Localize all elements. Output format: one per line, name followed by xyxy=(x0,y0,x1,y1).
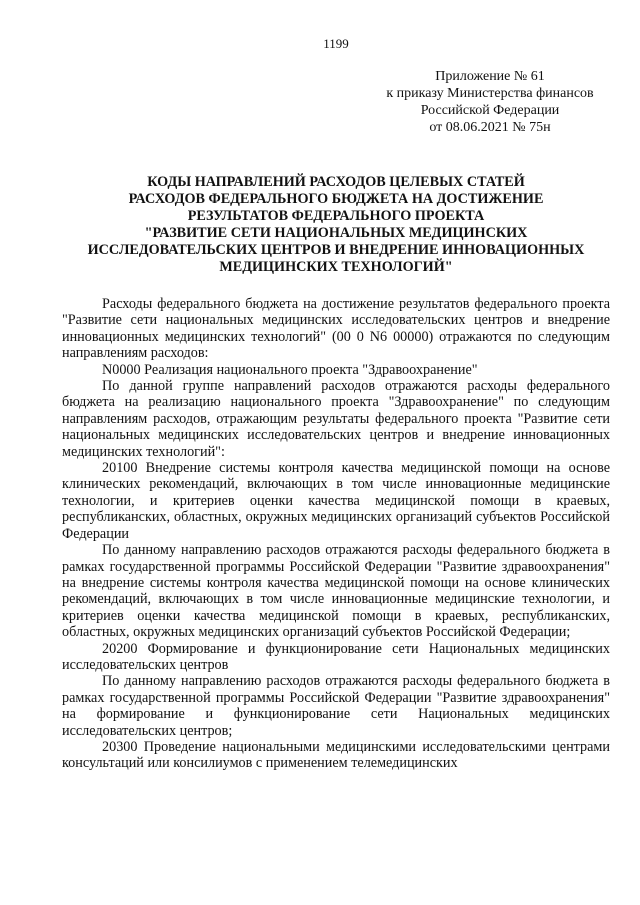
title-line-2: РАСХОДОВ ФЕДЕРАЛЬНОГО БЮДЖЕТА НА ДОСТИЖЕНИЕ xyxy=(128,191,544,207)
title-line-6: МЕДИЦИНСКИХ ТЕХНОЛОГИЙ" xyxy=(219,259,453,275)
paragraph-n0000-desc: По данной группе направлений расходов отражаются расходы федерального бюджета на реализацию национального проекта "Здравоохранение" по следующим направлениям расходов, отражающим результаты федерального проекта "Развитие сети национальных медицинских исследовательских центров и внедрение инновационных медицинских технологий": xyxy=(62,378,610,460)
appendix-line-3: Российской Федерации xyxy=(420,103,560,118)
paragraph-20100-desc: По данному направлению расходов отражаются расходы федерального бюджета в рамках государственной программы Российской Федерации "Развитие здравоохранения" на внедрение системы контроля качества медицинской помощи на основе клинических рекомендаций, включающих в том числе инновационные медицинские технологии, и критериев оценки качества медицинской помощи в краевых, республиканских, областных, окружных медицинских организаций субъектов Российской Федерации; xyxy=(62,542,610,641)
paragraph-code-20300: 20300 Проведение национальными медицинскими исследовательскими центрами консультаций или консилиумов с применением телемедицинских xyxy=(62,738,610,772)
paragraph-code-20200: 20200 Формирование и функционирование сети Национальных медицинских исследовательских центров xyxy=(62,640,610,673)
appendix-line-2: к приказу Министерства финансов xyxy=(386,86,594,101)
title-line-3: РЕЗУЛЬТАТОВ ФЕДЕРАЛЬНОГО ПРОЕКТА xyxy=(187,208,485,224)
paragraph-code-n0000: N0000 Реализация национального проекта "Здравоохранение" xyxy=(102,361,478,378)
title-line-1: КОДЫ НАПРАВЛЕНИЙ РАСХОДОВ ЦЕЛЕВЫХ СТАТЕЙ xyxy=(147,174,525,190)
paragraph-code-20100: 20100 Внедрение системы контроля качества медицинской помощи на основе клинических рекомендаций, включающих в том числе инновационные медицинские технологии, и критериев оценки качества медицинской помощи в краевых, республиканских, областных, окружных медицинских организаций субъектов Российской Федерации xyxy=(62,460,610,542)
appendix-line-1: Приложение № 61 xyxy=(435,69,545,84)
paragraph-20200-desc: По данному направлению расходов отражаются расходы федерального бюджета в рамках государственной программы Российской Федерации "Развитие здравоохранения" на формирование и функционирование сети Национальных медицинских исследовательских центров; xyxy=(62,673,610,739)
paragraph-intro: Расходы федерального бюджета на достижение результатов федерального проекта "Развитие сети национальных медицинских исследовательских центров и внедрение инновационных медицинских технологий" (00 0 N6 00000) отражаются по следующим направлениям расходов: xyxy=(62,296,610,362)
document-title xyxy=(62,174,610,276)
title-line-5: ИССЛЕДОВАТЕЛЬСКИХ ЦЕНТРОВ И ВНЕДРЕНИЕ ИННОВАЦИОННЫХ xyxy=(87,242,585,258)
appendix-block xyxy=(374,68,606,136)
appendix-line-4: от 08.06.2021 № 75н xyxy=(429,120,551,135)
page-number: 1199 xyxy=(323,36,349,51)
title-line-4: "РАЗВИТИЕ СЕТИ НАЦИОНАЛЬНЫХ МЕДИЦИНСКИХ xyxy=(144,225,528,241)
document-body xyxy=(62,296,610,772)
